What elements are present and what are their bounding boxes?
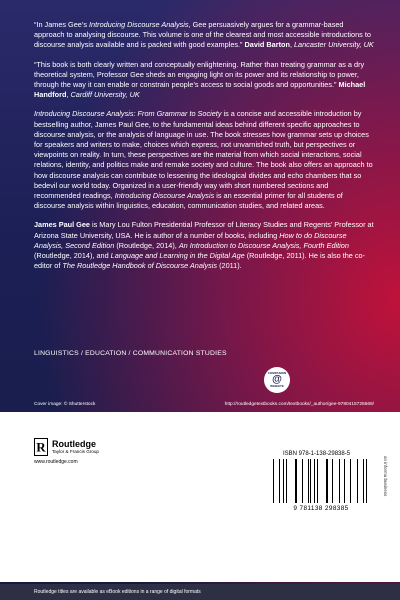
bio-text: is Mary Lou Fulton Presidential Professor of Literacy Studies and Regents’ Professor at Arizona State University, USA. He is author of a number of books, including [34, 220, 374, 240]
bio-book-title: Language and Learning in the Digital Age [110, 251, 245, 261]
barcode-digits: 9 781138 298385 [293, 505, 349, 512]
bio-book-title: How to do Discourse Analysis, Second Edition [34, 230, 347, 250]
companion-url[interactable]: http://routledgetextbooks.com/textbooks/_author/gee-9780415725569/ [224, 402, 374, 407]
publisher-group: Taylor & Francis Group [52, 448, 99, 454]
publisher-url[interactable]: www.routledge.com [34, 459, 78, 465]
description-book-title: Introducing Discourse Analysis [114, 191, 215, 201]
at-icon: @ [272, 374, 282, 385]
companion-label: WEBSITE [270, 384, 284, 388]
description-text: is an essential primer for all students of discourse analysis within linguistics, education, communication studies, and related areas. [34, 191, 343, 211]
svg-text:R: R [36, 439, 46, 455]
quote-author: Michael Handford [34, 80, 366, 100]
quote-affiliation: Cardiff University, UK [70, 90, 140, 100]
publisher-logo [34, 438, 99, 456]
quote-affiliation: Lancaster University, UK [294, 40, 374, 50]
review-quote-2: “This book is both clearly written and conceptually enlightening. Rather than treating grammar as a dry theoretical system, Professor Gee sheds an engaging light on its power and its relationship to power, through the way it can enable or constrain people’s access to social goods and opportunities.” Michael Handford, Cardiff University, UK [34, 59, 366, 100]
bio-book-title: An Introduction to Discourse Analysis, Fourth Edition [178, 240, 349, 250]
barcode-bars [270, 459, 372, 503]
bio-book-title: The Routledge Handbook of Discourse Analysis [62, 261, 218, 271]
book-description [34, 109, 374, 211]
routledge-logo-icon [34, 438, 48, 456]
quote-author: David Barton [244, 40, 290, 50]
quote-book-title: Introducing Discourse Analysis [89, 20, 189, 29]
companion-website-badge [264, 367, 290, 393]
subject-categories: LINGUISTICS / EDUCATION / COMMUNICATION STUDIES [34, 350, 227, 357]
review-quote-1: “In James Gee’s Introducing Discourse Analysis, Gee persuasively argues for a grammar-based approach to analysing discourse. This volume is one of the clearest and most accessible introductions to discourse analysis available and is packed with good examples.” David Barton, Lancaster University, UK [34, 20, 374, 50]
barcode [270, 459, 372, 514]
bio-text: (2011). [217, 261, 242, 271]
quote-text: , Gee persuasively argues for a grammar-based approach to analysing discourse. This volume is one of the clearest and most accessible introductions to discourse analysis available and is packed with good examples.” [34, 20, 371, 50]
footer-panel [0, 412, 400, 582]
companion-label: COMPANION [267, 370, 287, 375]
quote-text: “In James Gee’s [34, 20, 90, 29]
isbn-text: ISBN 978-1-138-29838-5 [283, 451, 351, 457]
ebook-note: Routledge titles are available as eBook editions in a range of digital formats [0, 584, 400, 600]
publisher-name: Routledge [52, 438, 96, 449]
bio-text: (Routledge, 2011). He is also the co-editor of [34, 251, 366, 271]
author-bio [34, 220, 374, 271]
bio-text: (Routledge, 2014), [114, 240, 179, 250]
quote-text: “This book is both clearly written and conceptually enlightening. Rather than treating grammar as a dry theoretical system, Professor Gee sheds an engaging light on its power and its relationship to power, through the way it can enable or constrain people’s access to social goods and opportunities.” [34, 59, 365, 90]
author-name: James Paul Gee [34, 220, 90, 230]
informa-label: an informa business [383, 456, 388, 497]
cover-text [34, 20, 374, 289]
bio-text: (Routledge, 2014), and [34, 251, 111, 261]
description-text: is a concise and accessible introduction by bestselling author, James Paul Gee, to the fundamental ideas behind different specific approaches to discourse analysis, or the analysis of language in use. The book stresses how grammar sets up choices for speakers and writers to make, choices which express, not unvarnished truth, but perspectives or viewpoints on reality. In turn, these perspectives are the material from which social interactions, social relations, identity, and politics make and remake society and culture. The book also offers an approach to how discourse analysis can contribute to lessening the ideological divides and echo chambers that so bedevil our world today. Organized in a user-friendly way with short numbered sections and recommended readings, [34, 109, 373, 201]
cover-image-credit: Cover image: © Shutterstock [34, 402, 96, 407]
description-book-title: Introducing Discourse Analysis: From Grammar to Society [34, 109, 222, 119]
credits-row [34, 402, 374, 407]
